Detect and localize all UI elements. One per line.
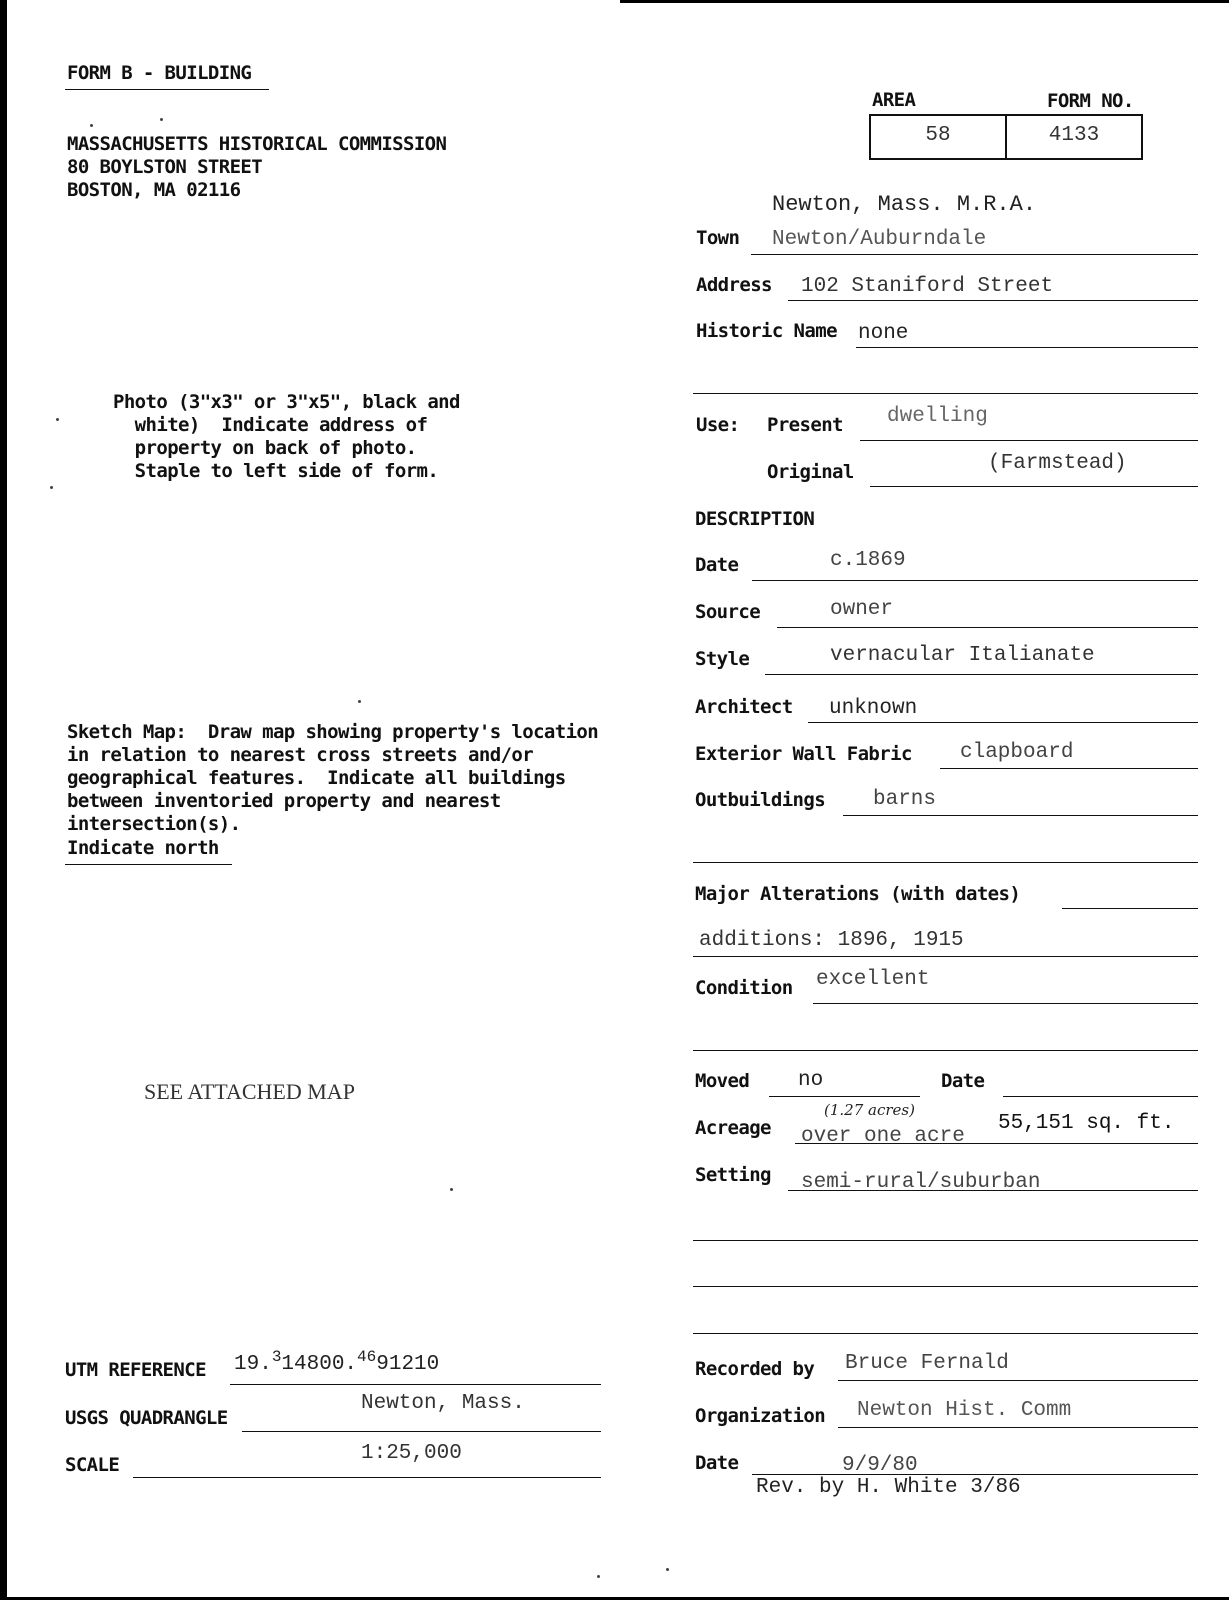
form-title-underline <box>65 89 269 90</box>
usgs-value: Newton, Mass. <box>361 1392 525 1415</box>
area-form-box <box>869 114 1143 160</box>
setting-value: semi-rural/suburban <box>801 1171 1041 1194</box>
use-label: Use: <box>696 414 740 436</box>
scale-value: 1:25,000 <box>361 1442 462 1465</box>
condition-value: excellent <box>816 968 930 991</box>
outbuildings-label: Outbuildings <box>695 789 826 811</box>
date-value: c.1869 <box>830 549 906 572</box>
source-line <box>777 627 1198 628</box>
acreage-value: over one acre <box>801 1125 965 1148</box>
town-label: Town <box>696 227 740 249</box>
outbuildings-value: barns <box>873 788 937 811</box>
scan-speck <box>450 1188 453 1191</box>
recorded-date-line <box>752 1474 1198 1475</box>
blank-line <box>693 862 1198 863</box>
sketch-map-instructions: Sketch Map: Draw map showing property's location in relation to nearest cross streets and/or geographical features. Indicate all buildings between inventoried property and nearest intersection(s). <box>67 721 599 835</box>
recorded-date-label: Date <box>695 1452 739 1474</box>
moved-date-label: Date <box>941 1070 985 1092</box>
address-value: 102 Staniford Street <box>801 275 1054 298</box>
address-label: Address <box>696 274 772 296</box>
address-line <box>788 300 1198 301</box>
recorded-by-line <box>838 1380 1198 1381</box>
description-heading: DESCRIPTION <box>695 508 815 530</box>
blank-line <box>693 1050 1198 1051</box>
original-label: Original <box>767 461 854 483</box>
utm-sup1: 3 <box>271 1348 282 1366</box>
original-line <box>870 486 1198 487</box>
acreage-sqft: 55,151 sq. ft. <box>998 1112 1175 1135</box>
alterations-line <box>1062 908 1198 909</box>
scan-edge-left <box>0 0 7 1600</box>
blank-line <box>693 1286 1198 1287</box>
style-value: vernacular Italianate <box>830 644 1095 667</box>
utm-zone: 19. <box>234 1353 272 1376</box>
blank-line <box>693 1333 1198 1334</box>
blank-line <box>693 1240 1198 1241</box>
scan-speck <box>597 1575 600 1578</box>
photo-instructions: Photo (3"x3" or 3"x5", black and white) Indicate address of property on back of photo. Staple to left side of form. <box>113 391 460 482</box>
moved-line <box>769 1096 920 1097</box>
scale-label: SCALE <box>65 1454 120 1476</box>
utm-easting: 14800. <box>281 1353 358 1376</box>
recorded-by-label: Recorded by <box>695 1358 815 1380</box>
survey-title: Newton, Mass. M.R.A. <box>772 192 1037 217</box>
historic-name-line <box>856 347 1198 348</box>
style-label: Style <box>695 648 750 670</box>
utm-value <box>234 1348 439 1376</box>
acreage-label: Acreage <box>695 1117 771 1139</box>
org-city: BOSTON, MA 02116 <box>67 179 241 201</box>
town-value: Newton/Auburndale <box>772 228 987 251</box>
form-no-label: FORM NO. <box>1047 90 1134 112</box>
original-value: (Farmstead) <box>988 452 1127 475</box>
acreage-line <box>795 1143 1198 1144</box>
outbuildings-line <box>843 815 1198 816</box>
org-name: MASSACHUSETTS HISTORICAL COMMISSION <box>67 133 447 155</box>
scan-speck <box>160 118 163 121</box>
form-no-value: 4133 <box>1005 116 1141 158</box>
moved-label: Moved <box>695 1070 750 1092</box>
alterations-value: additions: 1896, 1915 <box>699 929 964 952</box>
alterations-label: Major Alterations (with dates) <box>695 883 1021 905</box>
see-attached-map: SEE ATTACHED MAP <box>144 1079 355 1104</box>
scan-speck <box>50 486 53 489</box>
wall-fabric-label: Exterior Wall Fabric <box>695 743 912 765</box>
present-label: Present <box>767 414 843 436</box>
present-line <box>860 440 1198 441</box>
recorded-by-value: Bruce Fernald <box>845 1352 1009 1375</box>
utm-northing: 91210 <box>376 1353 440 1376</box>
organization-value: Newton Hist. Comm <box>857 1399 1072 1422</box>
scan-edge-top <box>620 0 1229 3</box>
usgs-line <box>242 1431 601 1432</box>
organization-line <box>838 1427 1198 1428</box>
moved-date-line <box>1003 1096 1198 1097</box>
architect-line <box>808 722 1198 723</box>
condition-label: Condition <box>695 977 793 999</box>
recorded-date-value: 9/9/80 <box>842 1454 918 1477</box>
date-label: Date <box>695 554 739 576</box>
org-street: 80 BOYLSTON STREET <box>67 156 263 178</box>
scale-line <box>133 1477 601 1478</box>
scan-speck <box>56 418 59 421</box>
form-title: FORM B - BUILDING <box>67 62 252 84</box>
historic-name-value: none <box>858 322 909 345</box>
utm-sup2: 46 <box>357 1348 377 1366</box>
usgs-label: USGS QUADRANGLE <box>65 1407 228 1429</box>
scan-speck <box>90 124 93 127</box>
alterations-line-2 <box>693 956 1198 957</box>
architect-label: Architect <box>695 696 793 718</box>
area-value: 58 <box>925 124 951 147</box>
wall-fabric-line <box>940 768 1198 769</box>
indicate-north: Indicate north <box>67 837 219 859</box>
style-line <box>765 674 1198 675</box>
scan-speck <box>666 1568 669 1571</box>
setting-line <box>788 1190 1198 1191</box>
setting-label: Setting <box>695 1164 771 1186</box>
organization-label: Organization <box>695 1405 826 1427</box>
moved-value: no <box>798 1069 824 1092</box>
area-label: AREA <box>872 89 916 111</box>
indicate-north-underline <box>65 864 232 865</box>
condition-line <box>813 1003 1198 1004</box>
scan-speck <box>358 700 361 703</box>
source-label: Source <box>695 601 761 623</box>
town-line <box>751 254 1198 255</box>
wall-fabric-value: clapboard <box>960 741 1074 764</box>
utm-label: UTM REFERENCE <box>65 1359 206 1381</box>
utm-line <box>230 1384 601 1385</box>
acreage-note: (1.27 acres) <box>824 1101 915 1119</box>
present-value: dwelling <box>887 405 988 428</box>
architect-value: unknown <box>829 697 918 720</box>
revision-note: Rev. by H. White 3/86 <box>756 1476 1021 1499</box>
historic-name-label: Historic Name <box>696 320 837 342</box>
blank-line <box>693 393 1198 394</box>
date-line <box>752 580 1198 581</box>
source-value: owner <box>830 598 894 621</box>
